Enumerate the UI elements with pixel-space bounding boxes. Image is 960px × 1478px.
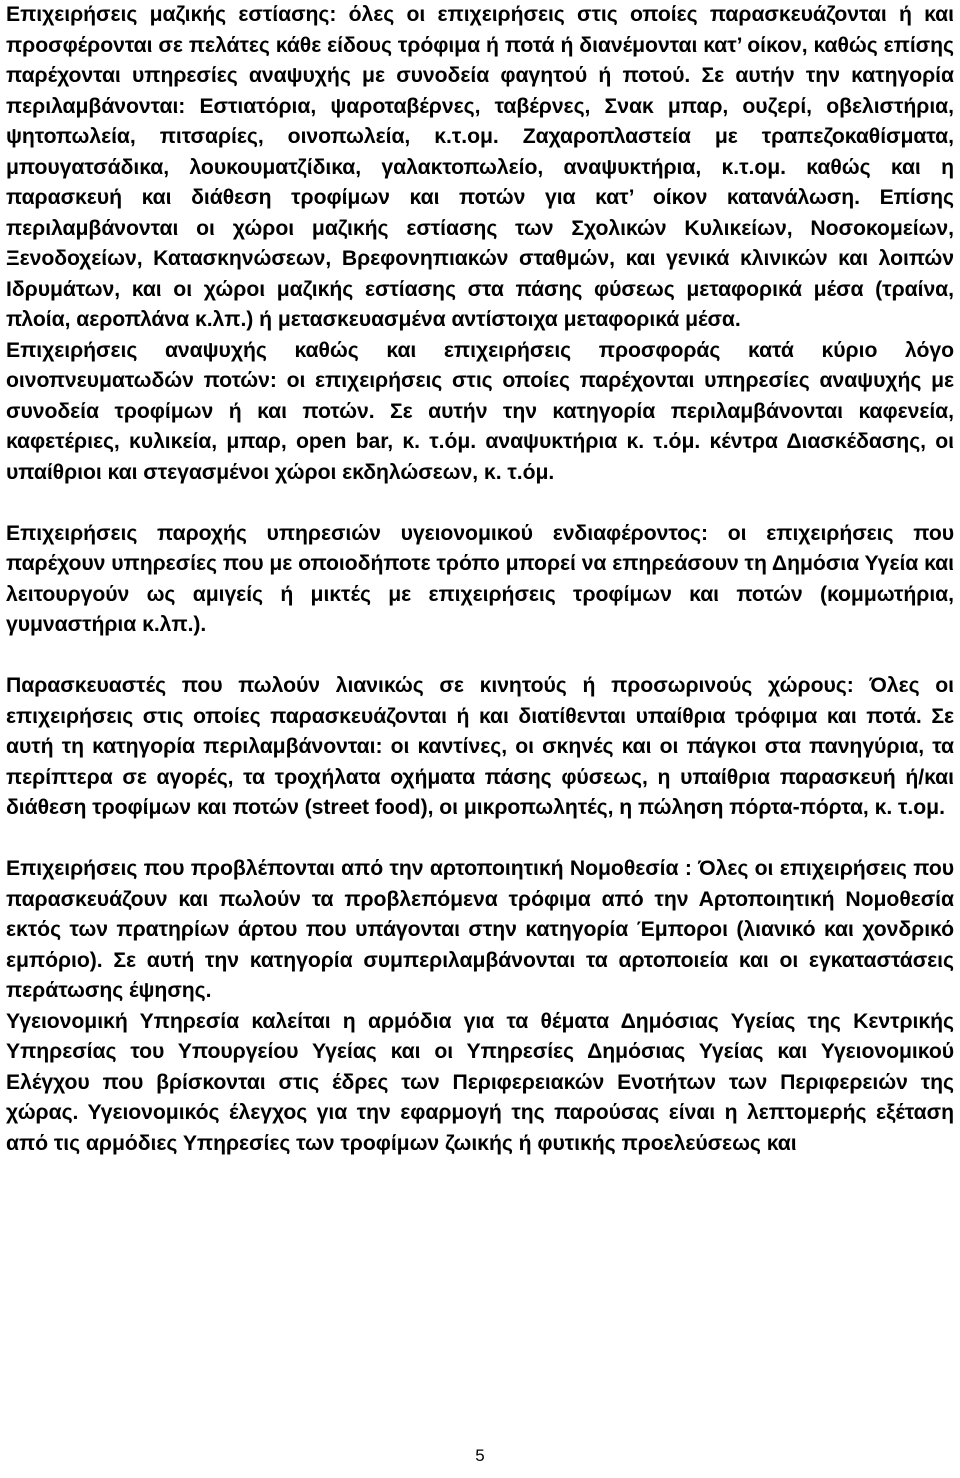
paragraph-health-authority: Υγειονομική Υπηρεσία καλείται η αρμόδια για τα θέματα Δημόσιας Υγείας της Κεντρικής Υπηρεσίας του Υπουργείου Υγείας και οι Υπηρεσίες Δημόσιας Υγείας και Υγειονομικού Ελέγχου που βρίσκονται στις έδρες των Περιφερειακών Ενοτήτων των Περιφερειών της χώρας. Υγειονομικός έλεγχος για την εφαρμογή της παρούσας είναι η λεπτομερής εξέταση από τις αρμόδιες Υπηρεσίες των τροφίμων ζωικής ή φυτικής προελεύσεως και [6, 1009, 954, 1155]
paragraph-recreation-businesses: Επιχειρήσεις αναψυχής καθώς και επιχειρήσεις προσφοράς κατά κύριο λόγο οινοπνευματωδών ποτών: οι επιχειρήσεις στις οποίες παρέχονται υπηρεσίες αναψυχής με συνοδεία τροφίμων ή και ποτών. Σε αυτήν την κατηγορία περιλαμβάνονται καφενεία, καφετέριες, κυλικεία, μπαρ, open bar, κ. τ.όμ. αναψυκτήρια κ. τ.όμ. κέντρα Διασκέδασης, οι υπαίθριοι και στεγασμένοι χώροι εκδηλώσεων, κ. τ.όμ. [6, 338, 954, 484]
paragraph-mobile-vendors: Παρασκευαστές που πωλούν λιανικώς σε κινητούς ή προσωρινούς χώρους: Όλες οι επιχειρήσεις στις οποίες παρασκευάζονται ή και διατίθενται υπαίθρια τρόφιμα και ποτά. Σε αυτή τη κατηγορία περιλαμβάνονται: οι καντίνες, οι σκηνές και οι πάγκοι στα πανηγύρια, τα περίπτερα σε αγορές, τα τροχήλατα οχήματα πάσης φύσεως, η υπαίθρια παρασκευή ή/και διάθεση τροφίμων και ποτών (street food), οι μικροπωλητές, η πώληση πόρτα-πόρτα, κ. τ.ομ. [6, 674, 954, 819]
paragraph-bakery-businesses: Επιχειρήσεις που προβλέπονται από την αρτοποιητική Νομοθεσία : Όλες οι επιχειρήσεις που παρασκευάζουν και πωλούν τα προβλεπόμενα τρόφιμα από την Αρτοποιητική Νομοθεσία εκτός των πρατηρίων άρτου που υπάγονται στην κατηγορία Έμποροι (λιανικό και χονδρικό εμπόριο). Σε αυτή την κατηγορία συμπεριλαμβάνονται τα αρτοποιεία και οι εγκαταστάσεις περάτωσης έψησης. [6, 857, 954, 1002]
page-number: 5 [475, 1446, 485, 1465]
document-page [6, 0, 954, 1159]
paragraph-mass-catering: Επιχειρήσεις μαζικής εστίασης: όλες οι επιχειρήσεις στις οποίες παρασκευάζονται ή και προσφέρονται σε πελάτες κάθε είδους τρόφιμα ή ποτά ή διανέμονται κατ’ οίκον, καθώς επίσης παρέχονται υπηρεσίες αναψυχής με συνοδεία φαγητού ή ποτού. Σε αυτήν την κατηγορία περιλαμβάνονται: Εστιατόρια, ψαροταβέρνες, ταβέρνες, Σνακ μπαρ, ουζερί, οβελιστήρια, ψητοπωλεία, πιτσαρίες, οινοπωλεία, κ.τ.ομ. Ζαχαροπλαστεία με τραπεζοκαθίσματα, μπουγατσάδικα, λουκουματζίδικα, γαλακτοπωλείο, αναψυκτήρια, κ.τ.ομ. καθώς και η παρασκευή και διάθεση τροφίμων και ποτών για κατ’ οίκον κατανάλωση. Επίσης περιλαμβάνονται οι χώροι μαζικής εστίασης των Σχολικών Κυλικείων, Νοσοκομείων, Ξενοδοχείων, Κατασκηνώσεων, Βρεφονηπιακών σταθμών, και γενικά κλινικών και λοιπών Ιδρυμάτων, και οι χώροι μαζικής εστίασης στα πάσης φύσεως μεταφορικά μέσα (τραίνα, πλοία, αεροπλάνα κ.λπ.) ή μετασκευασμένα αντίστοιχα μεταφορικά μέσα. [6, 3, 954, 331]
paragraph-health-services: Επιχειρήσεις παροχής υπηρεσιών υγειονομικού ενδιαφέροντος: οι επιχειρήσεις που παρέχουν υπηρεσίες που με οποιοδήποτε τρόπο μπορεί να επηρεάσουν τη Δημόσια Υγεία και λειτουργούν ως αμιγείς ή μικτές με επιχειρήσεις τροφίμων και ποτών (κομμωτήρια, γυμναστήρια κ.λπ.). [6, 521, 954, 636]
